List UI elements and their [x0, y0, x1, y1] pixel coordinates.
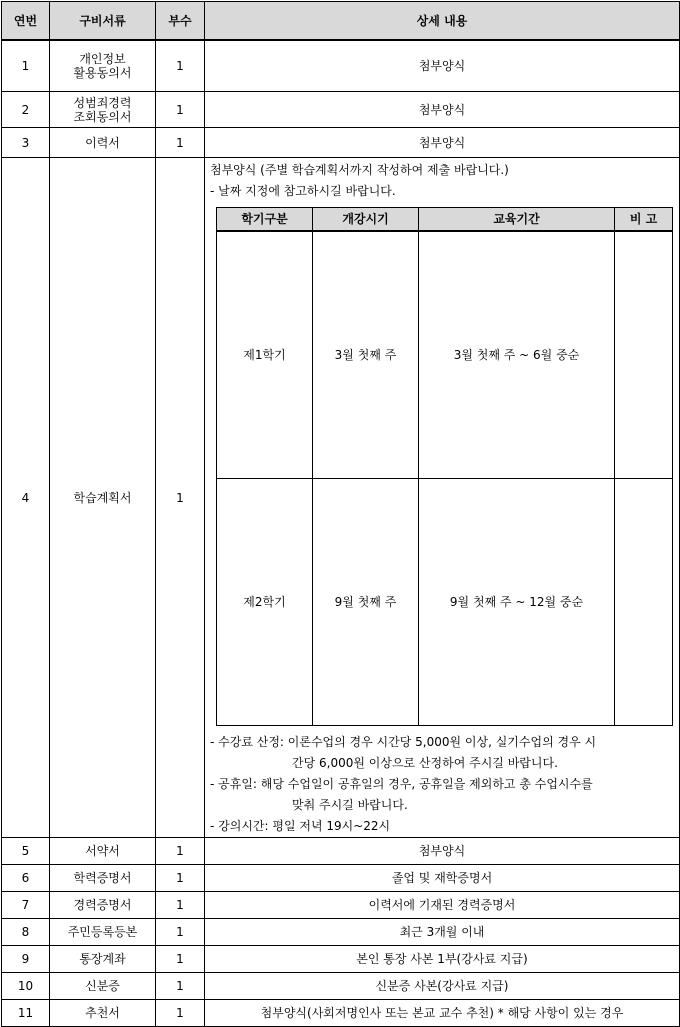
row-detail: 이력서에 기재된 경력증명서 — [205, 892, 680, 919]
row-detail: 첨부양식(사회저명인사 또는 본교 교수 추천) * 해당 사항이 있는 경우 — [205, 1000, 680, 1027]
row-doc: 주민등록등본 — [50, 919, 156, 946]
row-doc-line1: 개인정보 — [79, 52, 126, 66]
schedule-start: 3월 첫째 주 — [313, 231, 419, 479]
row-count: 1 — [156, 92, 205, 128]
row-detail: 최근 3개월 이내 — [205, 919, 680, 946]
row-count: 1 — [156, 865, 205, 892]
row-detail: 졸업 및 재학증명서 — [205, 865, 680, 892]
schedule-header-note: 비 고 — [615, 208, 673, 232]
fee-note-line1: - 수강료 산정: 이론수업의 경우 시간당 5,000원 이상, 실기수업의 경우 시 — [210, 735, 597, 749]
header-doc: 구비서류 — [50, 2, 156, 41]
row-no: 10 — [2, 973, 50, 1000]
row-doc: 경력증명서 — [50, 892, 156, 919]
schedule-header-period: 교육기간 — [419, 208, 615, 232]
row-count: 1 — [156, 946, 205, 973]
table-row — [2, 892, 680, 919]
header-count: 부수 — [156, 2, 205, 41]
row-count: 1 — [156, 158, 205, 838]
study-plan-date-note: - 날짜 지정에 참고하시길 바랍니다. — [210, 184, 396, 198]
header-detail: 상세 내용 — [205, 2, 680, 41]
semester-schedule-table — [216, 207, 673, 726]
table-row — [2, 865, 680, 892]
row-doc: 학력증명서 — [50, 865, 156, 892]
header-row — [2, 2, 680, 41]
row-detail: 신분증 사본(강사료 지급) — [205, 973, 680, 1000]
holiday-note-line1: - 공휴일: 해당 수업일이 공휴일의 경우, 공휴일을 제외하고 총 수업시수를 — [210, 777, 593, 791]
row-no: 7 — [2, 892, 50, 919]
row-no: 6 — [2, 865, 50, 892]
row-doc: 이력서 — [50, 128, 156, 158]
row-doc: 통장계좌 — [50, 946, 156, 973]
row-detail: 첨부양식 — [205, 92, 680, 128]
holiday-note-line2: 맞춰 주시길 바랍니다. — [292, 798, 408, 812]
fee-note-line2: 간당 6,000원 이상으로 산정하여 주시길 바랍니다. — [292, 756, 558, 770]
schedule-header-start: 개강시기 — [313, 208, 419, 232]
table-row — [2, 92, 680, 128]
study-plan-detail — [205, 158, 680, 838]
row-no: 1 — [2, 40, 50, 92]
required-documents-table — [1, 1, 680, 1027]
row-count: 1 — [156, 838, 205, 865]
schedule-note — [615, 479, 673, 726]
schedule-header-row — [217, 208, 673, 232]
row-doc: 서약서 — [50, 838, 156, 865]
table-row — [2, 1000, 680, 1027]
schedule-note — [615, 231, 673, 479]
row-count: 1 — [156, 1000, 205, 1027]
lecture-time-note: - 강의시간: 평일 저녁 19시~22시 — [210, 819, 391, 833]
row-no: 4 — [2, 158, 50, 838]
row-count: 1 — [156, 40, 205, 92]
row-count: 1 — [156, 973, 205, 1000]
row-detail: 첨부양식 — [205, 128, 680, 158]
schedule-row — [217, 231, 673, 479]
row-detail: 첨부양식 — [205, 838, 680, 865]
row-doc: 학습계획서 — [50, 158, 156, 838]
row-doc-line2: 활용동의서 — [73, 66, 132, 80]
row-detail: 본인 통장 사본 1부(강사료 지급) — [205, 946, 680, 973]
table-row — [2, 128, 680, 158]
table-row — [2, 838, 680, 865]
row-no: 9 — [2, 946, 50, 973]
table-row — [2, 946, 680, 973]
header-no: 연번 — [2, 2, 50, 41]
schedule-header-term: 학기구분 — [217, 208, 313, 232]
schedule-term: 제2학기 — [217, 479, 313, 726]
row-no: 3 — [2, 128, 50, 158]
row-no: 11 — [2, 1000, 50, 1027]
row-doc: 신분증 — [50, 973, 156, 1000]
study-plan-intro: 첨부양식 (주별 학습계획서까지 작성하여 제출 바랍니다.) — [210, 163, 509, 177]
row-count: 1 — [156, 892, 205, 919]
row-doc-line2: 조회동의서 — [73, 109, 132, 124]
table-row — [2, 40, 680, 92]
schedule-row — [217, 479, 673, 726]
table-row — [2, 158, 680, 838]
row-doc: 추천서 — [50, 1000, 156, 1027]
schedule-period: 3월 첫째 주 ~ 6월 중순 — [419, 231, 615, 479]
schedule-start: 9월 첫째 주 — [313, 479, 419, 726]
row-doc — [50, 92, 156, 128]
row-count: 1 — [156, 128, 205, 158]
row-doc — [50, 40, 156, 92]
schedule-period: 9월 첫째 주 ~ 12월 중순 — [419, 479, 615, 726]
row-doc-line1: 성범죄경력 — [73, 95, 132, 110]
row-no: 5 — [2, 838, 50, 865]
row-count: 1 — [156, 919, 205, 946]
row-no: 2 — [2, 92, 50, 128]
row-detail: 첨부양식 — [205, 40, 680, 92]
table-row — [2, 919, 680, 946]
schedule-term: 제1학기 — [217, 231, 313, 479]
row-no: 8 — [2, 919, 50, 946]
table-row — [2, 973, 680, 1000]
